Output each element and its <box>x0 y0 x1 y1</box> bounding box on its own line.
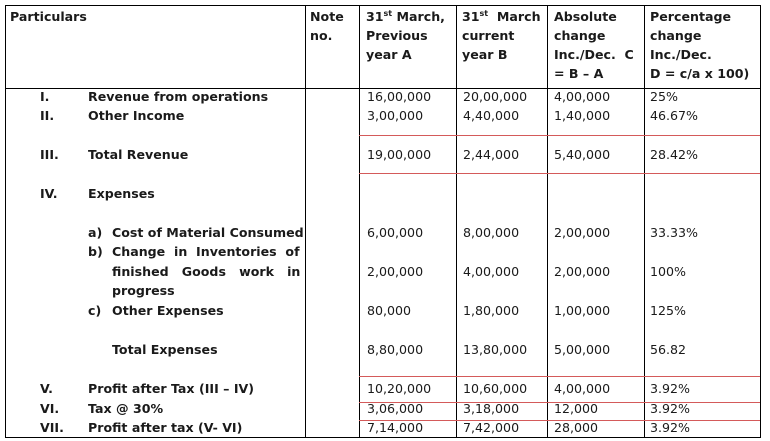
table-border-right <box>760 5 761 438</box>
column-divider <box>547 5 548 438</box>
row-number: b) <box>88 244 103 259</box>
row-label: Profit after Tax (III – IV) <box>88 381 255 396</box>
cell-abs: 1,00,000 <box>554 303 611 318</box>
cell-abs: 2,00,000 <box>554 225 611 240</box>
header-prev-line3: year A <box>366 47 412 62</box>
cell-abs: 5,40,000 <box>554 147 611 162</box>
column-divider <box>305 5 306 438</box>
row-label-line1: Change in Inventories of <box>112 244 300 259</box>
header-abs-line4: = B – A <box>554 66 604 81</box>
cell-curr: 10,60,000 <box>463 381 528 396</box>
header-curr-line3: year B <box>462 47 508 62</box>
cell-pct: 125% <box>650 303 687 318</box>
cell-prev: 19,00,000 <box>367 147 432 162</box>
row-label: Total Expenses <box>112 342 218 357</box>
cell-prev: 3,06,000 <box>367 401 424 416</box>
header-pct-line3: Inc./Dec. <box>650 47 712 62</box>
table-border-top <box>5 5 761 6</box>
cell-abs: 12,000 <box>554 401 599 416</box>
cell-abs: 5,00,000 <box>554 342 611 357</box>
header-abs-line1: Absolute <box>554 9 617 24</box>
row-label: Profit after tax (V- VI) <box>88 420 243 435</box>
highlight-line <box>359 376 760 377</box>
cell-curr: 13,80,000 <box>463 342 528 357</box>
cell-pct: 56.82 <box>650 342 687 357</box>
row-label: Other Expenses <box>112 303 224 318</box>
row-label: Tax @ 30% <box>88 401 164 416</box>
column-divider <box>644 5 645 438</box>
header-prev-line2: Previous <box>366 28 428 43</box>
cell-prev: 6,00,000 <box>367 225 424 240</box>
row-number: III. <box>40 147 59 162</box>
cell-pct: 46.67% <box>650 108 699 123</box>
highlight-line <box>359 173 760 174</box>
row-number: a) <box>88 225 103 240</box>
cell-pct: 28.42% <box>650 147 699 162</box>
cell-prev: 2,00,000 <box>367 264 424 279</box>
column-divider <box>456 5 457 438</box>
cell-curr: 3,18,000 <box>463 401 520 416</box>
header-curr-line2: current <box>462 28 515 43</box>
cell-pct: 3.92% <box>650 401 691 416</box>
cell-abs: 4,00,000 <box>554 381 611 396</box>
header-pct-line4: D = c/a x 100) <box>650 66 750 81</box>
cell-prev: 10,20,000 <box>367 381 432 396</box>
row-label: Revenue from operations <box>88 89 269 104</box>
cell-curr: 7,42,000 <box>463 420 520 435</box>
cell-curr: 4,40,000 <box>463 108 520 123</box>
cell-abs: 4,00,000 <box>554 89 611 104</box>
cell-curr: 20,00,000 <box>463 89 528 104</box>
table-border-left <box>5 5 6 438</box>
cell-prev: 80,000 <box>367 303 412 318</box>
cell-pct: 33.33% <box>650 225 699 240</box>
table-border-bottom <box>5 437 761 438</box>
header-curr-line1: 31st March <box>462 9 541 24</box>
cell-prev: 8,80,000 <box>367 342 424 357</box>
cell-curr: 4,00,000 <box>463 264 520 279</box>
cell-pct: 100% <box>650 264 687 279</box>
row-number: II. <box>40 108 55 123</box>
row-number: IV. <box>40 186 58 201</box>
row-label: Cost of Material Consumed <box>112 225 304 240</box>
header-abs-line3: Inc./Dec. C <box>554 47 634 62</box>
row-number: VI. <box>40 401 60 416</box>
row-label-line2: finished Goods work in <box>112 264 301 279</box>
header-pct-line1: Percentage <box>650 9 732 24</box>
cell-curr: 8,00,000 <box>463 225 520 240</box>
row-label-line3: progress <box>112 283 175 298</box>
header-abs-line2: change <box>554 28 606 43</box>
row-label: Other Income <box>88 108 185 123</box>
header-prev-line1: 31st March, <box>366 9 445 24</box>
row-label: Total Revenue <box>88 147 189 162</box>
cell-prev: 3,00,000 <box>367 108 424 123</box>
cell-curr: 1,80,000 <box>463 303 520 318</box>
cell-abs: 2,00,000 <box>554 264 611 279</box>
row-number: c) <box>88 303 102 318</box>
row-number: VII. <box>40 420 64 435</box>
highlight-line <box>359 135 760 136</box>
row-number: I. <box>40 89 50 104</box>
header-particulars: Particulars <box>10 9 87 24</box>
column-divider <box>359 5 360 438</box>
header-pct-line2: change <box>650 28 702 43</box>
cell-abs: 28,000 <box>554 420 599 435</box>
row-number: V. <box>40 381 53 396</box>
header-note-line2: no. <box>310 28 333 43</box>
cell-pct: 3.92% <box>650 381 691 396</box>
cell-pct: 25% <box>650 89 678 104</box>
cell-curr: 2,44,000 <box>463 147 520 162</box>
header-note-line1: Note <box>310 9 344 24</box>
cell-pct: 3.92% <box>650 420 691 435</box>
cell-prev: 7,14,000 <box>367 420 424 435</box>
row-label: Expenses <box>88 186 155 201</box>
cell-prev: 16,00,000 <box>367 89 432 104</box>
cell-abs: 1,40,000 <box>554 108 611 123</box>
